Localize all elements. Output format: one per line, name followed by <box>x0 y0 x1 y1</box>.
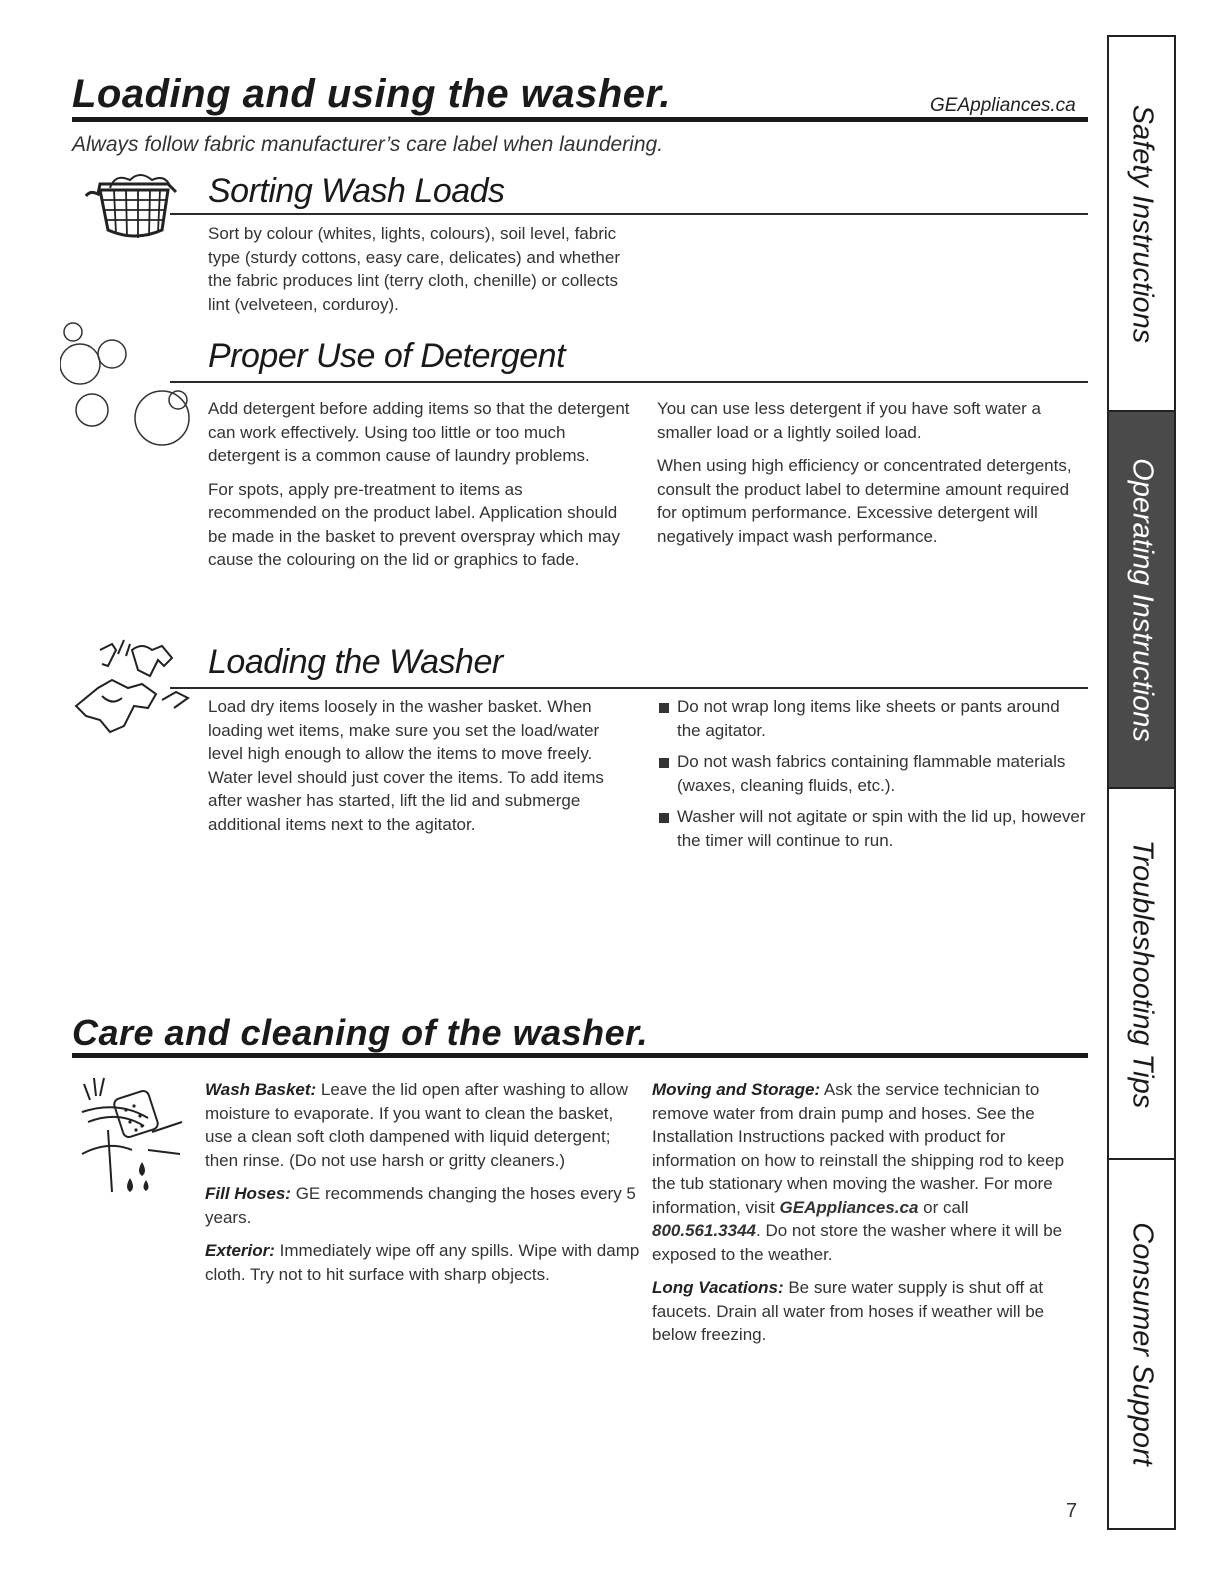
section-tab-sidebar <box>1107 35 1176 1530</box>
wash-basket-label: Wash Basket: <box>205 1080 317 1099</box>
sorting-text <box>208 222 628 326</box>
section-title-loading: Loading the Washer <box>208 643 503 681</box>
website-link[interactable]: GEAppliances.ca <box>779 1197 919 1217</box>
care-section-title: Care and cleaning of the washer. <box>72 1012 649 1053</box>
bullet-item: Do not wrap long items like sheets or pants around the agitator. <box>657 695 1087 742</box>
care-left-column <box>205 1078 640 1296</box>
detergent-paragraph: Add detergent before adding items so that the detergent can work effectively. Using too little or too much detergent is a common cause of laundry problems. <box>208 399 630 465</box>
page-subtitle: Always follow fabric manufacturer’s care label when laundering. <box>72 133 664 156</box>
moving-storage-text: or call <box>918 1197 969 1217</box>
detergent-left-column <box>208 397 633 582</box>
tab-consumer-support[interactable] <box>1109 1160 1174 1528</box>
fill-hoses-paragraph <box>205 1182 640 1229</box>
page-title: Loading and using the washer. <box>72 72 672 116</box>
tab-label: Troubleshooting Tips <box>1126 839 1158 1108</box>
moving-storage-label: Moving and Storage: <box>652 1080 821 1099</box>
moving-storage-text: . Do not store the washer where it will be exposed to the weather. <box>652 1221 1063 1264</box>
moving-storage-text: Ask the service technician to remove water from drain pump and hoses. See the Installation Instructions packed with product for information on how to reinstall the shipping rod to keep the tub stationary when moving the washer. For more information, visit <box>652 1080 1065 1217</box>
laundry-basket-icon <box>80 168 185 248</box>
long-vacations-text: Be sure water supply is shut off at faucets. Drain all water from hoses if weather will be below freezing. <box>652 1278 1045 1344</box>
wash-basket-paragraph <box>205 1078 640 1172</box>
section-title-sorting: Sorting Wash Loads <box>208 172 505 210</box>
sorting-paragraph: Sort by colour (whites, lights, colours), soil level, fabric type (sturdy cottons, easy care, delicates) and whether the fabric produces lint (terry cloth, chenille) or collects lint (velveteen, corduroy). <box>208 224 620 314</box>
clothes-icon <box>72 636 197 746</box>
exterior-paragraph <box>205 1239 640 1286</box>
long-vacations-paragraph <box>652 1276 1072 1347</box>
fill-hoses-text: GE recommends changing the hoses every 5 years. <box>205 1184 636 1227</box>
detergent-paragraph: You can use less detergent if you have soft water a smaller load or a lightly soiled load. <box>657 399 1042 442</box>
section-divider <box>170 381 1088 383</box>
tab-label: Consumer Support <box>1126 1222 1158 1466</box>
detergent-paragraph: For spots, apply pre-treatment to items as recommended on the product label. Application should be made in the basket to prevent overspray which may cause the colouring on the lid or graphics to fade. <box>208 479 620 569</box>
loading-text <box>208 695 633 846</box>
phone-number: 800.561.3344 <box>652 1221 756 1240</box>
bullet-item: Do not wash fabrics containing flammable materials (waxes, cleaning fluids, etc.). <box>657 750 1087 797</box>
tab-safety-instructions[interactable] <box>1109 37 1174 412</box>
tab-label: Operating Instructions <box>1126 457 1158 742</box>
site-url: GEAppliances.ca <box>930 95 1076 116</box>
bullet-item: Washer will not agitate or spin with the lid up, however the timer will continue to run. <box>657 805 1087 852</box>
exterior-label: Exterior: <box>205 1241 275 1260</box>
tab-troubleshooting-tips[interactable] <box>1109 789 1174 1160</box>
title-divider <box>72 117 1088 122</box>
detergent-paragraph: When using high efficiency or concentrated detergents, consult the product label to determine amount required for optimum performance. Excessive detergent will negatively impact wash performance. <box>657 456 1072 546</box>
tab-label: Safety Instructions <box>1126 104 1158 343</box>
fill-hoses-label: Fill Hoses: <box>205 1184 291 1203</box>
page-number: 7 <box>1066 1500 1078 1522</box>
title-divider <box>72 1053 1088 1058</box>
moving-storage-paragraph <box>652 1078 1072 1266</box>
exterior-text: Immediately wipe off any spills. Wipe with damp cloth. Try not to hit surface with sharp objects. <box>205 1241 640 1284</box>
section-divider <box>170 687 1088 689</box>
bubbles-icon <box>60 320 190 450</box>
care-right-column <box>652 1078 1072 1357</box>
detergent-right-column <box>657 397 1077 558</box>
cleaning-sponge-icon <box>78 1070 188 1200</box>
tab-operating-instructions[interactable] <box>1109 412 1174 789</box>
loading-bullet-list <box>657 695 1087 860</box>
wash-basket-text: Leave the lid open after washing to allow moisture to evaporate. If you want to clean the basket, use a clean soft cloth dampened with liquid detergent; then rinse. (Do not use harsh or gritty cleaners.) <box>205 1080 629 1170</box>
long-vacations-label: Long Vacations: <box>652 1278 784 1297</box>
section-divider <box>170 213 1088 215</box>
loading-paragraph: Load dry items loosely in the washer basket. When loading wet items, make sure you set the load/water level high enough to allow the items to move freely. Water level should just cover the items. To add items after washer has started, lift the lid and submerge additional items next to the agitator. <box>208 697 604 834</box>
section-title-detergent: Proper Use of Detergent <box>208 337 566 375</box>
